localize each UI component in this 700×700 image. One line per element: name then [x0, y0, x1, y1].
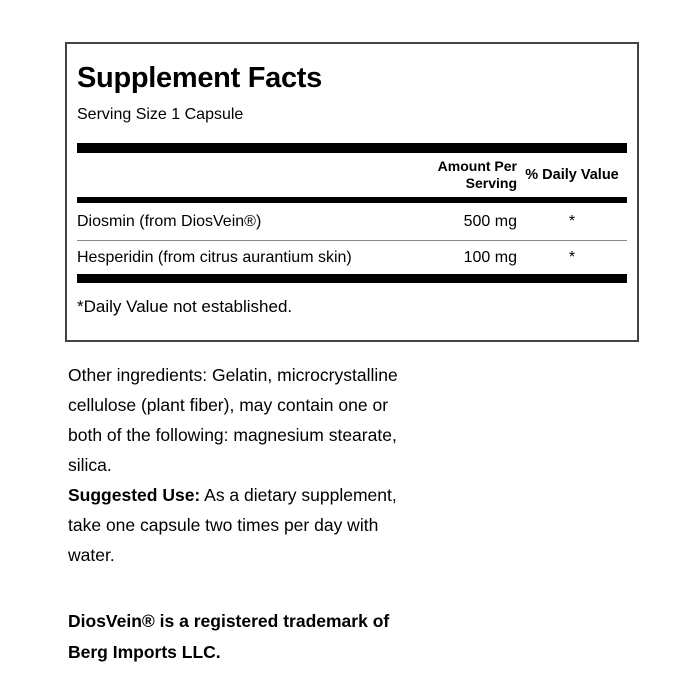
other-ingredients-line: Other ingredients: Gelatin, microcrystalline — [68, 365, 398, 385]
ingredient-row-hesperidin — [77, 241, 627, 274]
other-ingredients-line: both of the following: magnesium stearate, — [68, 425, 397, 445]
other-ingredients-line: silica. — [68, 455, 112, 475]
ingredient-name: Hesperidin (from citrus aurantium skin) — [77, 248, 352, 266]
trademark-line: Berg Imports LLC. — [68, 642, 221, 662]
ingredient-name: Diosmin (from DiosVein®) — [77, 212, 262, 230]
suggested-use-line1-rest: As a dietary supplement, — [200, 485, 397, 505]
other-ingredients-paragraph — [68, 360, 398, 480]
facts-header-row — [77, 153, 627, 197]
other-ingredients-line: cellulose (plant fiber), may contain one or — [68, 395, 389, 415]
suggested-use-line — [68, 480, 397, 510]
divider-bar-thick-bottom — [77, 274, 627, 283]
suggested-use-paragraph — [68, 480, 397, 570]
ingredient-amount: 100 mg — [463, 248, 517, 266]
supplement-facts-panel — [65, 42, 639, 342]
divider-bar-thick-top — [77, 143, 627, 153]
trademark-line: DiosVein® is a registered trademark of — [68, 611, 390, 631]
ingredient-daily-value: * — [568, 248, 576, 266]
amount-header-line1: Amount Per — [437, 158, 517, 174]
ingredient-daily-value: * — [568, 212, 576, 230]
amount-header-line2: Serving — [465, 175, 517, 191]
amount-per-serving-header — [387, 158, 517, 192]
ingredient-amount: 500 mg — [463, 212, 517, 230]
trademark-note — [68, 606, 389, 668]
ingredient-row-diosmin — [77, 203, 627, 240]
serving-size-text: Serving Size 1 Capsule — [77, 106, 244, 123]
suggested-use-line: water. — [68, 545, 115, 565]
daily-value-header: % Daily Value — [525, 166, 619, 183]
suggested-use-label: Suggested Use: — [68, 485, 201, 505]
daily-value-footnote: *Daily Value not established. — [77, 297, 293, 316]
suggested-use-line: take one capsule two times per day with — [68, 515, 379, 535]
panel-title: Supplement Facts — [77, 62, 322, 94]
